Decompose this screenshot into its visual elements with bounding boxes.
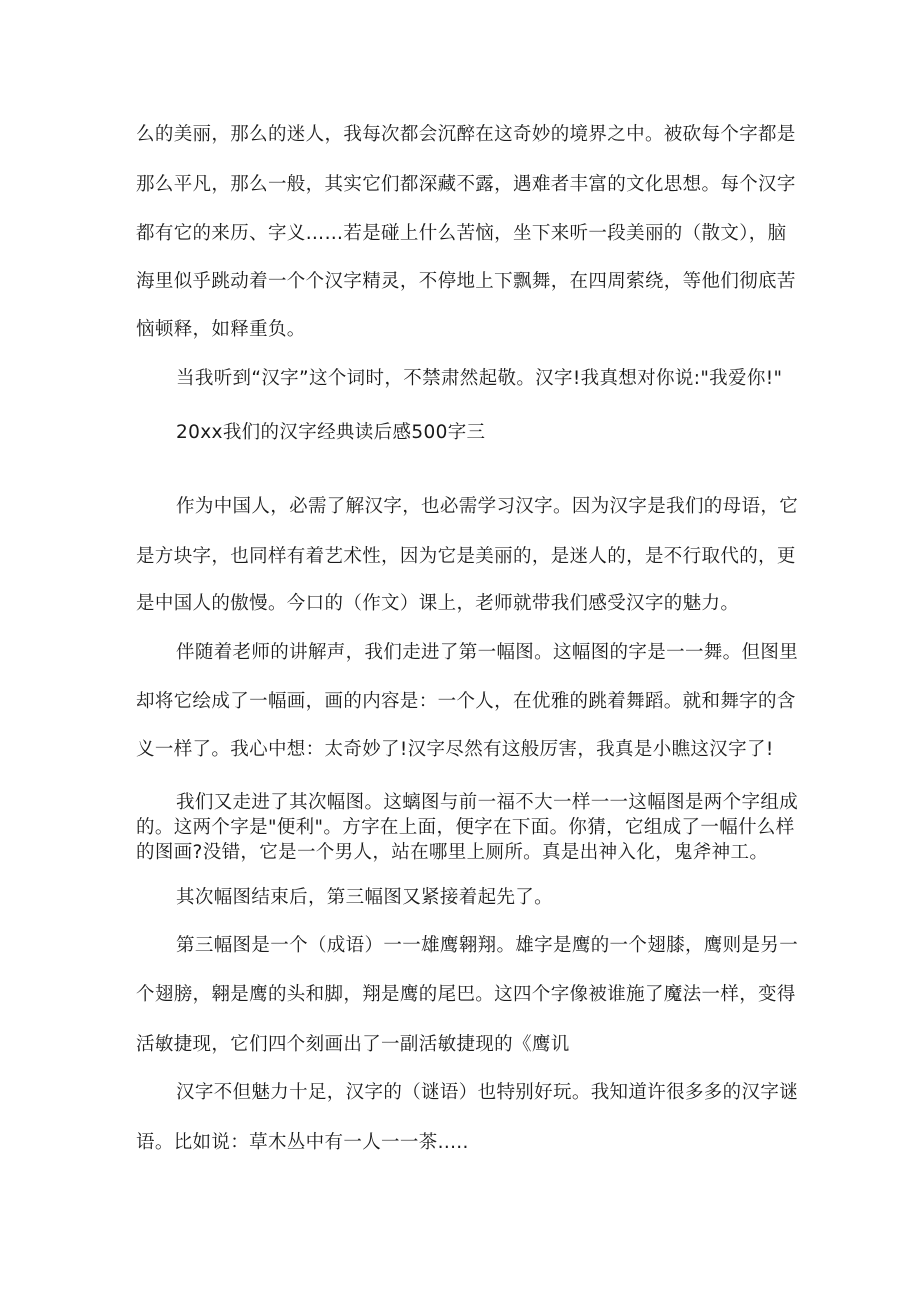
body-text-line: 是方块字，也同样有着艺术性，因为它是美丽的，是迷人的，是不行取代的，更 bbox=[136, 546, 796, 567]
body-text-line: 语。比如说：草木丛中有一人一一茶..... bbox=[136, 1132, 469, 1153]
body-text-line: 却将它绘成了一幅画，画的内容是：一个人，在优雅的跳着舞蹈。就和舞字的含 bbox=[136, 691, 796, 712]
body-text-line: 海里似乎跳动着一个个汉字精灵，不停地上下飘舞，在四周萦绕，等他们彻底苦 bbox=[136, 271, 796, 292]
body-text-line: 当我听到“汉字”这个词时，不禁肃然起敬。汉字!我真想对你说:"我爱你!" bbox=[176, 368, 783, 389]
body-text-line: 我们又走进了其次幅图。这螭图与前一福不大一样一一这幅图是两个字组成 bbox=[176, 792, 799, 813]
body-text-line: 其次幅图结束后，第三幅图又紧接着起先了。 bbox=[176, 887, 554, 908]
body-text-line: 义一样了。我心中想：太奇妙了!汉字尽然有这般厉害，我真是小瞧这汉字了! bbox=[136, 739, 774, 760]
body-text-line: 个翅膀，翱是鹰的头和脚，翔是鹰的尾巴。这四个字像被谁施了魔法一样，变得 bbox=[136, 984, 796, 1005]
body-text-line: 汉字不但魅力十足，汉字的（谜语）也特别好玩。我知道许很多多的汉字谜 bbox=[176, 1082, 799, 1103]
body-text-line: 活敏捷现，它们四个刻画出了一副活敏捷现的《鹰讥 bbox=[136, 1034, 570, 1055]
body-text-line: 那么平凡，那么一般，其实它们都深藏不露，遇难者丰富的文化思想。每个汉字 bbox=[136, 174, 796, 195]
body-text-line: 恼顿释，如释重负。 bbox=[136, 319, 306, 340]
section-heading: 20xx我们的汉字经典读后感500字三 bbox=[176, 422, 486, 443]
body-text-line: 是中国人的傲慢。今口的（作文）课上，老师就带我们感受汉字的魅力。 bbox=[136, 593, 740, 614]
body-text-line: 的。这两个字是"便利"。方字在上面，便字在下面。你猜，它组成了一幅什么样 bbox=[136, 817, 795, 838]
body-text-line: 么的美丽，那么的迷人，我每次都会沉醉在这奇妙的境界之中。被砍每个字都是 bbox=[136, 124, 796, 145]
body-text-line: 都有它的来历、字义……若是碰上什么苦恼，坐下来听一段美丽的（散文），脑 bbox=[136, 223, 787, 244]
body-text-line: 作为中国人，必需了解汉字，也必需学习汉字。因为汉字是我们的母语，它 bbox=[176, 496, 799, 517]
body-text-line: 第三幅图是一个（成语）一一雄鹰翱翔。雄字是鹰的一个翅膝，鹰则是另一 bbox=[176, 935, 799, 956]
body-text-line: 伴随着老师的讲解声，我们走进了第一幅图。这幅图的字是一一舞。但图里 bbox=[176, 642, 799, 663]
body-text-line: 的图画?没错，它是一个男人，站在哪里上厕所。真是出神入化，鬼斧神工。 bbox=[136, 842, 769, 863]
